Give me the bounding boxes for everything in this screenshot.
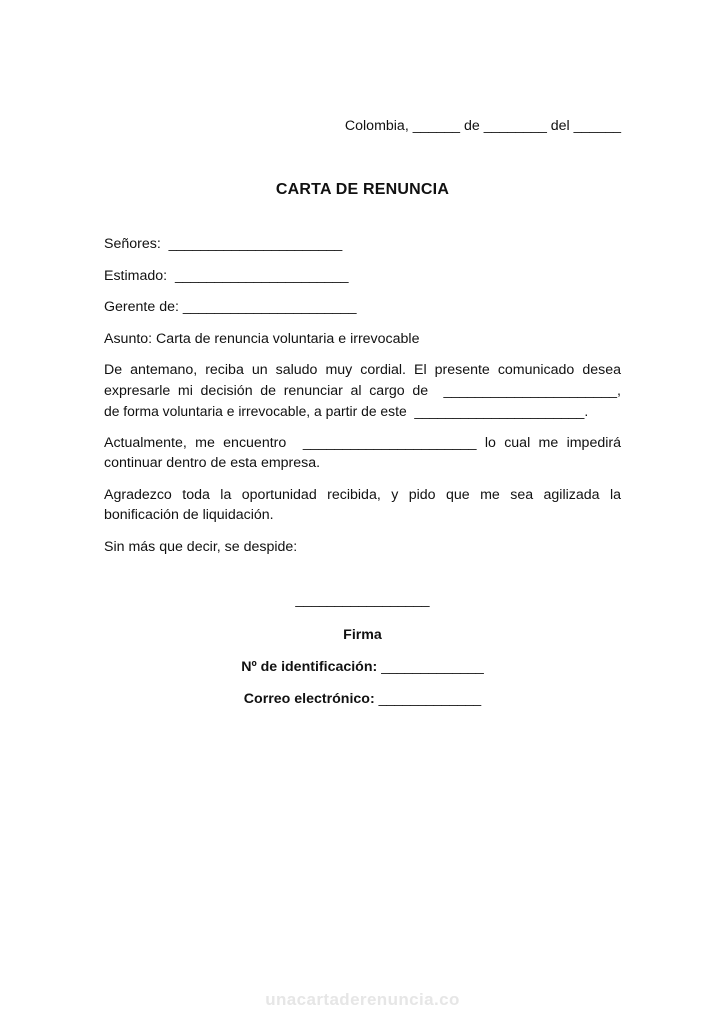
letter-body: [104, 234, 621, 557]
email-field: [0, 689, 725, 709]
signature-label: Firma: [343, 627, 382, 643]
email-label: Correo electrónico:: [243, 691, 375, 707]
paragraph-line: expresarle mi decisión de renunciar al cargo de ______________________,: [104, 382, 621, 399]
id-number-label: Nº de identificación:: [241, 659, 378, 675]
paragraph-line: Agradezco toda la oportunidad recibida, y pido que me sea agilizada la: [104, 486, 621, 503]
email-blank: _____________: [374, 691, 482, 707]
paragraph-resignation: [104, 360, 621, 422]
recipient-field: Señores: ______________________: [104, 236, 343, 252]
paragraph-reason: [104, 433, 621, 474]
date-line: Colombia, ______ de ________ del ______: [344, 118, 621, 134]
letter-title: CARTA DE RENUNCIA: [275, 181, 450, 198]
paragraph-line: bonificación de liquidación.: [104, 507, 274, 523]
watermark: unacartaderenuncia.co: [265, 990, 460, 1009]
signature-line: _________________: [295, 592, 430, 608]
id-number-field: [0, 657, 725, 677]
manager-field: Gerente de: ______________________: [104, 299, 357, 315]
id-number-blank: _____________: [377, 659, 484, 675]
paragraph-line: continuar dentro de esta empresa.: [104, 455, 321, 471]
greeting-field: Estimado: ______________________: [104, 267, 349, 284]
paragraph-line: Actualmente, me encuentro ______________________ lo cual me impedirá: [104, 434, 621, 451]
paragraph-line: De antemano, reciba un saludo muy cordial. El presente comunicado desea: [104, 362, 621, 378]
closing-line: Sin más que decir, se despide:: [104, 538, 298, 555]
signature-block: [0, 625, 725, 721]
paragraph-line: de forma voluntaria e irrevocable, a partir de este ______________________.: [104, 403, 589, 419]
subject-line: Asunto: Carta de renuncia voluntaria e irrevocable: [104, 330, 420, 347]
paragraph-thanks: [104, 485, 621, 526]
